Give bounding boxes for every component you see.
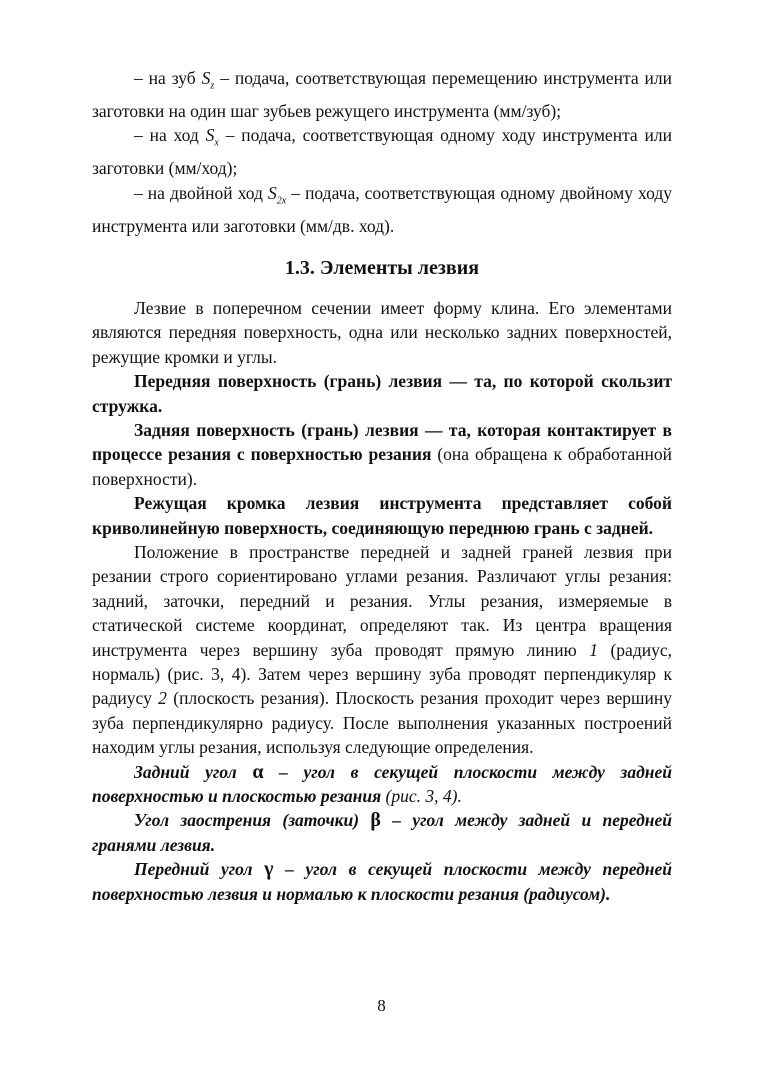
definition-cutting-edge: Режущая кромка лезвия инструмента представляет собой криволинейную поверхность, соединяющую переднюю грань с задней.: [92, 493, 672, 538]
position-paragraph: Положение в пространстве передней и задней граней лезвия при резании строго сориентировано углами резания. Различают углы резания: задний, заточки, передний и резания. Углы резания, измеряемые в статической системе координат, определяют так. Из центра вращения инструмента через вершину зуба проводят прямую линию 1 (радиус, нормаль) (рис. 3, 4). Затем через вершину зуба проводят перпендикуляр к радиусу 2 (плоскость резания). Плоскость резания проходит через вершину зуба перпендикулярно радиусу. После выполнения указанных построений находим углы резания, используя следующие определения.: [92, 542, 673, 758]
definition-front-face: Передняя поверхность (грань) лезвия — та, по которой скользит стружка.: [92, 371, 672, 416]
feed-per-tooth: – на зуб $S_z$ – подача, соответствующая перемещению инструмента или заготовки на один шаг зубьев режущего инструмента (мм/зуб);: [92, 68, 672, 121]
document-page: [92, 66, 672, 906]
definition-wedge-angle: Угол заострения (заточки) β – угол между задней и передней гранями лезвия.: [92, 809, 672, 855]
section-title: 1.3. Элементы лезвия: [284, 256, 480, 279]
page-number: 8: [377, 996, 386, 1015]
feed-per-double-stroke: – на двойной ход $S_{2x}$ – подача, соответствующая одному двойному ходу инструмента или заготовки (мм/дв. ход).: [92, 182, 673, 236]
intro-paragraph: Лезвие в поперечном сечении имеет форму клина. Его элементами являются передняя поверхность, одна или несколько задних поверхностей, режущие кромки и углы.: [92, 297, 672, 367]
definition-clearance-angle: Задний угол α – угол в секущей плоскости между задней поверхностью и плоскостью резания (рис. 3, 4).: [92, 760, 672, 807]
definition-rake-angle: Передний угол γ – угол в секущей плоскости между передней поверхностью лезвия и нормалью к плоскости резания (радиусом).: [92, 858, 672, 904]
feed-per-stroke: – на ход $S_x$ – подача, соответствующая одному ходу инструмента или заготовки (мм/ход);: [92, 125, 672, 179]
definition-back-face: Задняя поверхность (грань) лезвия — та, которая контактирует в процессе резания с поверхностью резания (она обращена к обработанной поверхности).: [92, 419, 672, 489]
